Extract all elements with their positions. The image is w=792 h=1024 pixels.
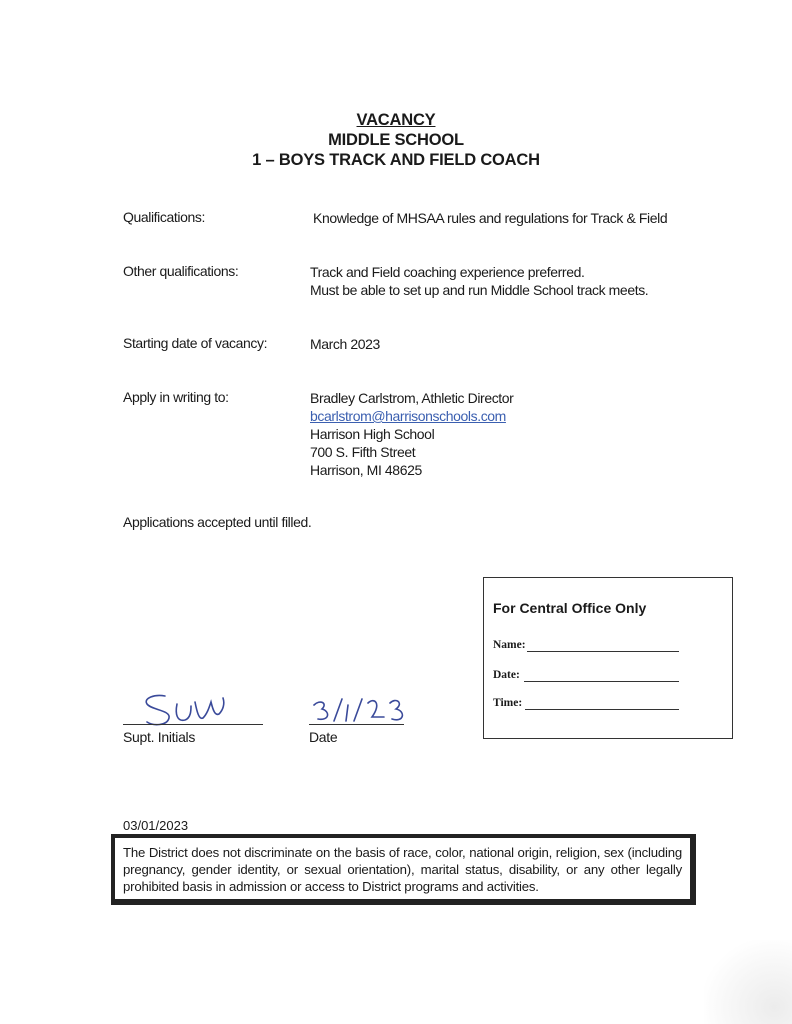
apply-city: Harrison, MI 48625 — [310, 462, 422, 478]
starting-date-value: March 2023 — [310, 336, 380, 352]
nondiscrimination-notice: The District does not discriminate on the basis of race, color, national origin, religion, sex (including pregnancy, gender identity, or sexual orientation), marital status, disability, or any other legally prohibited basis in admission or access to District programs and activities. — [111, 834, 696, 905]
office-time-label: Time: — [493, 697, 523, 709]
apply-street: 700 S. Fifth Street — [310, 444, 416, 460]
supt-initials-line — [123, 724, 263, 725]
office-date-label: Date: — [493, 669, 520, 681]
document-header — [0, 110, 792, 170]
apply-address-block — [310, 389, 513, 479]
apply-label: Apply in writing to: — [123, 389, 229, 405]
handwritten-date-signature — [310, 682, 420, 727]
date-line — [309, 724, 404, 725]
vacancy-heading: VACANCY — [356, 111, 436, 129]
apply-email-link[interactable]: bcarlstrom@harrisonschools.com — [310, 408, 506, 424]
position-heading: 1 – BOYS TRACK AND FIELD COACH — [252, 151, 540, 169]
office-name-label: Name: — [493, 639, 526, 651]
supt-initials-caption: Supt. Initials — [123, 729, 196, 745]
footer-date: 03/01/2023 — [123, 818, 189, 833]
other-qualifications-value — [310, 263, 648, 299]
office-date-line — [524, 681, 679, 682]
qualifications-value: Knowledge of MHSAA rules and regulations for Track & Field — [313, 210, 668, 226]
central-office-title: For Central Office Only — [493, 600, 647, 616]
scan-shadow — [704, 940, 792, 1024]
office-time-line — [525, 709, 679, 710]
school-heading: MIDDLE SCHOOL — [328, 131, 464, 149]
other-qualifications-line-2: Must be able to set up and run Middle School track meets. — [310, 282, 649, 298]
applications-note: Applications accepted until filled. — [123, 514, 312, 530]
other-qualifications-line-1: Track and Field coaching experience preferred. — [310, 264, 585, 280]
qualifications-label: Qualifications: — [123, 209, 205, 225]
other-qualifications-label: Other qualifications: — [123, 263, 239, 279]
office-name-line — [527, 651, 679, 652]
central-office-box — [483, 577, 733, 739]
handwritten-date-text: 3/1/23 — [310, 682, 355, 699]
apply-contact-name: Bradley Carlstrom, Athletic Director — [310, 390, 514, 406]
starting-date-label: Starting date of vacancy: — [123, 335, 268, 351]
date-caption: Date — [309, 729, 338, 745]
apply-school: Harrison High School — [310, 426, 435, 442]
